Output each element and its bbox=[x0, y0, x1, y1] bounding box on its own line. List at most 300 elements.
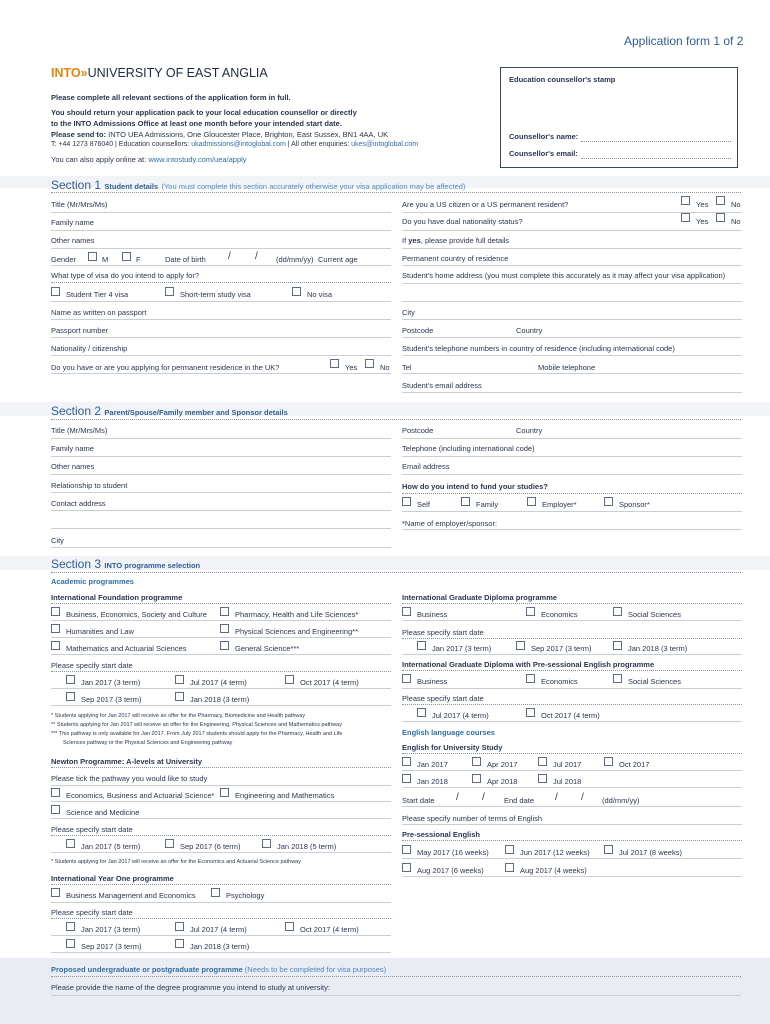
if-yes-pre: If bbox=[402, 236, 407, 245]
s1-dual-nat-question: Do you have dual nationality status? bbox=[402, 217, 523, 226]
s1-passport-number-field[interactable] bbox=[51, 337, 391, 338]
eus-start-date-label: Start date bbox=[402, 796, 435, 805]
us-citizen-yes-label: Yes bbox=[696, 200, 709, 209]
fund-self-label: Self bbox=[417, 500, 430, 509]
igd-option-label: Social Sciences bbox=[628, 610, 681, 619]
fund-self-checkbox[interactable] bbox=[402, 497, 411, 506]
fund-family-label: Family bbox=[476, 500, 499, 509]
newton-tick-rule bbox=[51, 785, 391, 786]
ifp-rule bbox=[51, 603, 391, 604]
pse-option-label: Aug 2017 (4 weeks) bbox=[520, 866, 587, 875]
iyo-date-label: Jul 2017 (4 term) bbox=[190, 925, 247, 934]
ifp-footnote: * Students applying for Jan 2017 will receive an offer for the Pharmacy, Biomedicine and Health pathway bbox=[51, 713, 306, 719]
ifp-date-rule bbox=[51, 688, 391, 689]
eus-date-label: Apr 2018 bbox=[487, 777, 518, 786]
s1-country-label: Country bbox=[516, 326, 543, 335]
s1-phone-numbers-label: Student's telephone numbers in country of residence (including international code) bbox=[402, 344, 675, 353]
section-1-rule bbox=[51, 192, 741, 193]
s2-other-names-field[interactable] bbox=[51, 474, 391, 475]
igdp-option-label: Economics bbox=[541, 677, 578, 686]
iyo-option-checkbox[interactable] bbox=[51, 888, 60, 897]
s2-fund-options-rule bbox=[402, 511, 742, 512]
igdp-option-label: Social Sciences bbox=[628, 677, 681, 686]
ifp-date-label: Sep 2017 (3 term) bbox=[81, 695, 142, 704]
section-1-heading bbox=[51, 178, 465, 192]
igd-date-label: Sep 2017 (3 term) bbox=[531, 644, 592, 653]
dual-nat-no-checkbox[interactable] bbox=[716, 213, 725, 222]
send-to-address: INTO UEA Admissions, One Gloucester Place, Brighton, East Sussex, BN1 4AA, UK bbox=[108, 130, 389, 139]
iyo-date-label: Jan 2017 (3 term) bbox=[81, 925, 141, 934]
iyo-date-checkbox[interactable] bbox=[285, 922, 294, 931]
igdp-option-label: Business bbox=[417, 677, 448, 686]
newton-date-label: Jan 2017 (5 term) bbox=[81, 842, 141, 851]
us-citizen-no-label: No bbox=[731, 200, 741, 209]
ifp-row-rule bbox=[51, 654, 391, 655]
eus-date-checkbox[interactable] bbox=[538, 774, 547, 783]
s1-visa-rule bbox=[51, 282, 391, 283]
s2-relationship-label: Relationship to student bbox=[51, 481, 128, 490]
s1-if-yes-line bbox=[402, 236, 509, 245]
pse-option-label: Aug 2017 (6 weeks) bbox=[417, 866, 484, 875]
ifp-date-label: Oct 2017 (4 term) bbox=[300, 678, 359, 687]
s1-home-address-field-1[interactable] bbox=[402, 283, 742, 284]
igd-option-rule bbox=[402, 620, 742, 621]
s2-family-name-field[interactable] bbox=[51, 456, 391, 457]
igd-date-checkbox[interactable] bbox=[417, 641, 426, 650]
s1-dual-nat-rule bbox=[402, 230, 742, 231]
s2-postcode-country-field[interactable] bbox=[402, 438, 742, 439]
fund-employer-checkbox[interactable] bbox=[527, 497, 536, 506]
newton-option-rule bbox=[51, 801, 391, 802]
ifp-date-label: Jan 2018 (3 term) bbox=[190, 695, 250, 704]
ifp-date-checkbox[interactable] bbox=[66, 692, 75, 701]
visa-tier4-label: Student Tier 4 visa bbox=[66, 290, 129, 299]
counsellor-stamp-box bbox=[500, 67, 738, 168]
eus-start-slash-1: / bbox=[456, 792, 459, 803]
contact-line bbox=[51, 141, 418, 148]
pse-option-rule bbox=[402, 858, 742, 859]
newton-option-label: Engineering and Mathematics bbox=[235, 791, 335, 800]
section-2-heading bbox=[51, 404, 288, 418]
s1-home-address-field-2[interactable] bbox=[402, 301, 742, 302]
newton-date-checkbox[interactable] bbox=[66, 839, 75, 848]
igd-option-label: Business bbox=[417, 610, 448, 619]
dob-format-label: (dd/mm/yy) bbox=[276, 255, 314, 264]
s1-postcode-country-field[interactable] bbox=[402, 337, 742, 338]
s2-email-field[interactable] bbox=[402, 474, 742, 475]
dob-slash-1: / bbox=[228, 251, 231, 262]
ifp-row-rule bbox=[51, 637, 391, 638]
ifp-option-checkbox[interactable] bbox=[220, 641, 229, 650]
section-3-heading bbox=[51, 557, 200, 571]
s1-family-name-label: Family name bbox=[51, 218, 94, 227]
visa-tier4-checkbox[interactable] bbox=[51, 287, 60, 296]
s1-visa-question: What type of visa do you intend to apply for? bbox=[51, 271, 200, 280]
ifp-footnote: ** Students applying for Jan 2017 will receive an offer for the Engineering, Physical Sciences and Mathematics pathway bbox=[51, 722, 342, 728]
s1-gender-dob-field[interactable] bbox=[51, 265, 391, 266]
into-uea-logo bbox=[51, 66, 268, 80]
s1-perm-res-rule bbox=[51, 373, 391, 374]
logo-into-text: INTO bbox=[51, 66, 81, 80]
s1-postcode-label: Postcode bbox=[402, 326, 434, 335]
newton-option-checkbox[interactable] bbox=[220, 788, 229, 797]
s2-country-label: Country bbox=[516, 426, 543, 435]
counsellor-email-link[interactable]: ukadmissions@intoglobal.com bbox=[191, 141, 286, 148]
section-3-number: Section 3 bbox=[51, 557, 102, 571]
newton-start-date-rule bbox=[51, 835, 391, 836]
dual-nat-yes-label: Yes bbox=[696, 217, 709, 226]
igd-rule bbox=[402, 603, 742, 604]
igd-date-checkbox[interactable] bbox=[613, 641, 622, 650]
newton-option-label: Economics, Business and Actuarial Science* bbox=[66, 791, 215, 800]
pse-title: Pre-sessional English bbox=[402, 830, 480, 839]
s1-other-names-label: Other names bbox=[51, 236, 95, 245]
igd-date-rule bbox=[402, 654, 742, 655]
ifp-start-date-rule bbox=[51, 671, 391, 672]
ifp-option-checkbox[interactable] bbox=[220, 624, 229, 633]
iyo-option-rule bbox=[51, 902, 391, 903]
visa-none-checkbox[interactable] bbox=[292, 287, 301, 296]
return-instruction-1: You should return your application pack to your local education counsellor or directly bbox=[51, 108, 357, 117]
proposed-programme-note: (Needs to be completed for visa purposes) bbox=[244, 965, 387, 974]
dual-nat-no-label: No bbox=[731, 217, 741, 226]
stamp-title: Education counsellor's stamp bbox=[509, 75, 616, 84]
section-3-title: INTO programme selection bbox=[104, 561, 201, 570]
section-3-rule bbox=[51, 572, 741, 573]
return-instruction-2: to the INTO Admissions Office at least one month before your intended start date. bbox=[51, 119, 342, 128]
proposed-programme-heading bbox=[51, 965, 386, 974]
iyo-date-checkbox[interactable] bbox=[175, 922, 184, 931]
ifp-date-label: Jul 2017 (4 term) bbox=[190, 678, 247, 687]
iyo-date-label: Oct 2017 (4 term) bbox=[300, 925, 359, 934]
igdp-date-checkbox[interactable] bbox=[526, 708, 535, 717]
us-citizen-yes-checkbox[interactable] bbox=[681, 196, 690, 205]
contact-mid: | All other enquiries: bbox=[287, 141, 350, 148]
igdp-date-rule bbox=[402, 721, 742, 722]
igdp-date-checkbox[interactable] bbox=[417, 708, 426, 717]
igd-option-checkbox[interactable] bbox=[402, 607, 411, 616]
ifp-footnote: Sciences pathway or the Physical Sciences and Engineering pathway bbox=[63, 740, 233, 746]
perm-res-no-checkbox[interactable] bbox=[365, 359, 374, 368]
igdp-option-rule bbox=[402, 688, 742, 689]
apply-online-line bbox=[51, 155, 247, 164]
s1-nationality-field[interactable] bbox=[51, 355, 391, 356]
igdp-start-date-label: Please specify start date bbox=[402, 694, 484, 703]
s1-dob-label: Date of birth bbox=[165, 255, 206, 264]
academic-programmes-heading: Academic programmes bbox=[51, 577, 134, 586]
eus-date-checkbox[interactable] bbox=[472, 757, 481, 766]
send-to-label: Please send to: bbox=[51, 130, 107, 139]
s2-telephone-label: Telephone (including international code) bbox=[402, 444, 535, 453]
newton-date-label: Sep 2017 (6 term) bbox=[180, 842, 241, 851]
igd-date-checkbox[interactable] bbox=[516, 641, 525, 650]
igd-option-checkbox[interactable] bbox=[526, 607, 535, 616]
eus-terms-label: Please specify number of terms of English bbox=[402, 814, 543, 823]
perm-res-yes-checkbox[interactable] bbox=[330, 359, 339, 368]
fund-sponsor-label: Sponsor* bbox=[619, 500, 650, 509]
s2-fund-rule bbox=[402, 493, 742, 494]
igd-date-label: Jan 2017 (3 term) bbox=[432, 644, 492, 653]
pse-option-checkbox[interactable] bbox=[505, 863, 514, 872]
ifp-date-rule bbox=[51, 705, 391, 706]
eus-dates-field[interactable] bbox=[402, 806, 742, 807]
current-age-label: Current age bbox=[318, 255, 358, 264]
s2-contact-address-field-2[interactable] bbox=[51, 528, 391, 529]
s1-passport-number-label: Passport number bbox=[51, 326, 109, 335]
counsellor-email-label: Counsellor's email: bbox=[509, 149, 578, 158]
ifp-option-label: General Science*** bbox=[235, 644, 300, 653]
igdp-date-label: Jul 2017 (4 term) bbox=[432, 711, 489, 720]
eus-date-label: Jul 2018 bbox=[553, 777, 582, 786]
apply-online-link[interactable]: www.intostudy.com/uea/apply bbox=[148, 155, 247, 164]
section-1-number: Section 1 bbox=[51, 178, 102, 192]
iyo-date-rule bbox=[51, 952, 391, 953]
s1-home-address-label: Student's home address (you must complete this accurately as it may affect your visa application) bbox=[402, 271, 726, 280]
degree-programme-field[interactable] bbox=[51, 995, 741, 996]
section-2-rule bbox=[51, 419, 741, 420]
s2-employer-name-field[interactable] bbox=[402, 529, 742, 530]
igd-option-label: Economics bbox=[541, 610, 578, 619]
newton-title: Newton Programme: A-levels at University bbox=[51, 757, 203, 766]
s1-us-citizen-rule bbox=[402, 212, 742, 213]
newton-date-label: Jan 2018 (5 term) bbox=[277, 842, 337, 851]
ifp-option-checkbox[interactable] bbox=[51, 607, 60, 616]
newton-option-checkbox[interactable] bbox=[51, 805, 60, 814]
us-citizen-no-checkbox[interactable] bbox=[716, 196, 725, 205]
s1-nationality-label: Nationality / citizenship bbox=[51, 344, 128, 353]
eus-date-checkbox[interactable] bbox=[604, 757, 613, 766]
ifp-option-label: Pharmacy, Health and Life Sciences* bbox=[235, 610, 359, 619]
eus-date-checkbox[interactable] bbox=[538, 757, 547, 766]
iyo-date-label: Sep 2017 (3 term) bbox=[81, 942, 142, 951]
newton-option-label: Science and Medicine bbox=[66, 808, 140, 817]
eus-date-label: Apr 2017 bbox=[487, 760, 518, 769]
s2-telephone-field[interactable] bbox=[402, 456, 742, 457]
igd-option-checkbox[interactable] bbox=[613, 607, 622, 616]
iyo-date-checkbox[interactable] bbox=[66, 939, 75, 948]
igdp-rule bbox=[402, 670, 742, 671]
ifp-date-checkbox[interactable] bbox=[175, 675, 184, 684]
pse-option-checkbox[interactable] bbox=[505, 845, 514, 854]
ifp-date-label: Jan 2017 (3 term) bbox=[81, 678, 141, 687]
s1-passport-name-field[interactable] bbox=[51, 319, 391, 320]
eus-end-date-label: End date bbox=[504, 796, 535, 805]
iyo-date-checkbox[interactable] bbox=[175, 939, 184, 948]
logo-chevron-icon: » bbox=[80, 66, 88, 80]
logo-university-text: UNIVERSITY OF EAST ANGLIA bbox=[87, 66, 268, 80]
pse-option-label: May 2017 (16 weeks) bbox=[417, 848, 489, 857]
s1-title-label: Title (Mr/Mrs/Ms) bbox=[51, 200, 108, 209]
iyo-option-label: Psychology bbox=[226, 891, 265, 900]
ifp-title: International Foundation programme bbox=[51, 593, 183, 602]
ifp-date-checkbox[interactable] bbox=[175, 692, 184, 701]
visa-none-label: No visa bbox=[307, 290, 333, 299]
pse-option-label: Jun 2017 (12 weeks) bbox=[520, 848, 590, 857]
if-yes-bold: yes bbox=[408, 236, 421, 245]
igd-start-date-label: Please specify start date bbox=[402, 628, 484, 637]
newton-option-rule bbox=[51, 818, 391, 819]
gender-f-checkbox[interactable] bbox=[122, 252, 131, 261]
page-title: Application form 1 of 2 bbox=[624, 34, 744, 48]
s1-perm-res-question: Do you have or are you applying for permanent residence in the UK? bbox=[51, 363, 280, 372]
eus-end-slash-1: / bbox=[555, 792, 558, 803]
pse-rule bbox=[402, 840, 742, 841]
igdp-option-checkbox[interactable] bbox=[402, 674, 411, 683]
dual-nat-yes-checkbox[interactable] bbox=[681, 213, 690, 222]
s2-title-field[interactable] bbox=[51, 438, 391, 439]
eus-date-rule bbox=[402, 787, 742, 788]
s1-tel-field[interactable] bbox=[402, 373, 742, 374]
degree-programme-question: Please provide the name of the degree programme you intend to study at university: bbox=[51, 983, 330, 992]
iyo-rule bbox=[51, 884, 391, 885]
s1-gender-label: Gender bbox=[51, 255, 77, 264]
eus-date-format: (dd/mm/yy) bbox=[602, 796, 640, 805]
eus-date-label: Jul 2017 bbox=[553, 760, 582, 769]
iyo-option-label: Business Management and Economics bbox=[66, 891, 196, 900]
s1-perm-country-field[interactable] bbox=[402, 265, 742, 266]
ifp-option-label: Physical Sciences and Engineering** bbox=[235, 627, 358, 636]
section-1-note: (You must complete this section accurately otherwise your visa application may be affected) bbox=[161, 182, 466, 191]
s2-family-name-label: Family name bbox=[51, 444, 94, 453]
contact-prefix: T: +44 1273 876040 | Education counsellors: bbox=[51, 141, 190, 148]
iyo-start-date-rule bbox=[51, 918, 391, 919]
ifp-option-checkbox[interactable] bbox=[51, 641, 60, 650]
perm-res-no-label: No bbox=[380, 363, 390, 372]
enquiries-email-link[interactable]: ukes@intoglobal.com bbox=[351, 141, 419, 148]
s2-email-label: Email address bbox=[402, 462, 450, 471]
s1-email-label: Student's email address bbox=[402, 381, 482, 390]
eus-end-slash-2: / bbox=[581, 792, 584, 803]
igdp-date-label: Oct 2017 (4 term) bbox=[541, 711, 600, 720]
s2-employer-name-label: *Name of employer/sponsor: bbox=[402, 519, 498, 528]
visa-short-term-checkbox[interactable] bbox=[165, 287, 174, 296]
igd-start-date-rule bbox=[402, 638, 742, 639]
iyo-date-rule bbox=[51, 935, 391, 936]
s2-relationship-field[interactable] bbox=[51, 492, 391, 493]
newton-tick-label: Please tick the pathway you would like to study bbox=[51, 774, 208, 783]
eus-date-label: Oct 2017 bbox=[619, 760, 650, 769]
eus-date-checkbox[interactable] bbox=[402, 774, 411, 783]
s2-city-field[interactable] bbox=[51, 547, 391, 548]
send-to-line bbox=[51, 130, 388, 139]
proposed-programme-rule bbox=[51, 976, 741, 977]
eus-date-label: Jan 2018 bbox=[417, 777, 448, 786]
s2-contact-address-label: Contact address bbox=[51, 499, 106, 508]
counsellor-name-field[interactable] bbox=[581, 141, 731, 142]
pse-option-rule bbox=[402, 876, 742, 877]
newton-date-checkbox[interactable] bbox=[262, 839, 271, 848]
ifp-row-rule bbox=[51, 620, 391, 621]
fund-sponsor-checkbox[interactable] bbox=[604, 497, 613, 506]
s2-city-label: City bbox=[51, 536, 64, 545]
iyo-option-checkbox[interactable] bbox=[211, 888, 220, 897]
s1-if-yes-field[interactable] bbox=[402, 248, 742, 249]
igdp-option-checkbox[interactable] bbox=[613, 674, 622, 683]
ifp-option-label: Mathematics and Actuarial Sciences bbox=[66, 644, 187, 653]
newton-footnote: * Students applying for Jan 2017 will receive an offer for the Economics and Actuarial Science pathway bbox=[51, 859, 301, 865]
s2-fund-question: How do you intend to fund your studies? bbox=[402, 482, 548, 491]
pse-option-checkbox[interactable] bbox=[402, 863, 411, 872]
eus-start-slash-2: / bbox=[482, 792, 485, 803]
ifp-start-date-label: Please specify start date bbox=[51, 661, 133, 670]
eus-title: English for University Study bbox=[402, 743, 503, 752]
s1-city-label: City bbox=[402, 308, 415, 317]
newton-date-checkbox[interactable] bbox=[165, 839, 174, 848]
visa-short-term-label: Short-term study visa bbox=[180, 290, 251, 299]
intro-instruction: Please complete all relevant sections of the application form in full. bbox=[51, 93, 291, 102]
iyo-date-checkbox[interactable] bbox=[66, 922, 75, 931]
igdp-option-checkbox[interactable] bbox=[526, 674, 535, 683]
igd-title: International Graduate Diploma programme bbox=[402, 593, 558, 602]
section-2-title: Parent/Spouse/Family member and Sponsor details bbox=[104, 408, 288, 417]
s1-city-field[interactable] bbox=[402, 319, 742, 320]
newton-date-rule bbox=[51, 852, 391, 853]
if-yes-post: , please provide full details bbox=[420, 236, 510, 245]
section-2-number: Section 2 bbox=[51, 404, 102, 418]
pse-option-checkbox[interactable] bbox=[604, 845, 613, 854]
ifp-date-checkbox[interactable] bbox=[285, 675, 294, 684]
s1-us-citizen-question: Are you a US citizen or a US permanent resident? bbox=[402, 200, 569, 209]
newton-option-checkbox[interactable] bbox=[51, 788, 60, 797]
fund-employer-label: Employer* bbox=[542, 500, 577, 509]
newton-start-date-label: Please specify start date bbox=[51, 825, 133, 834]
gender-f-label: F bbox=[136, 255, 141, 264]
s1-other-names-field[interactable] bbox=[51, 248, 391, 249]
igdp-title: International Graduate Diploma with Pre-sessional English programme bbox=[402, 660, 655, 669]
iyo-start-date-label: Please specify start date bbox=[51, 908, 133, 917]
pse-option-checkbox[interactable] bbox=[402, 845, 411, 854]
counsellor-name-label: Counsellor's name: bbox=[509, 132, 579, 141]
ifp-date-checkbox[interactable] bbox=[66, 675, 75, 684]
perm-res-yes-label: Yes bbox=[345, 363, 358, 372]
iyo-title: International Year One programme bbox=[51, 874, 174, 883]
english-courses-heading: English language courses bbox=[402, 728, 495, 737]
fund-family-checkbox[interactable] bbox=[461, 497, 470, 506]
eus-date-checkbox[interactable] bbox=[402, 757, 411, 766]
ifp-option-checkbox[interactable] bbox=[51, 624, 60, 633]
ifp-option-checkbox[interactable] bbox=[220, 607, 229, 616]
s1-passport-name-label: Name as written on passport bbox=[51, 308, 147, 317]
eus-date-rule bbox=[402, 770, 742, 771]
iyo-date-label: Jan 2018 (3 term) bbox=[190, 942, 250, 951]
pse-option-label: Jul 2017 (8 weeks) bbox=[619, 848, 682, 857]
s1-family-name-field[interactable] bbox=[51, 230, 391, 231]
ifp-footnote: *** This pathway is only available for Jan 2017. From July 2017 students should apply for the Pharmacy, Health and Life bbox=[51, 731, 343, 737]
newton-rule bbox=[51, 767, 391, 768]
igdp-start-date-rule bbox=[402, 704, 742, 705]
s1-tel-label: Tel bbox=[402, 363, 412, 372]
eus-terms-field[interactable] bbox=[402, 824, 742, 825]
s2-contact-address-field-1[interactable] bbox=[51, 510, 391, 511]
counsellor-email-field[interactable] bbox=[581, 158, 731, 159]
ifp-option-label: Humanities and Law bbox=[66, 627, 134, 636]
s1-email-field[interactable] bbox=[402, 392, 742, 393]
proposed-programme-title: Proposed undergraduate or postgraduate programme bbox=[51, 965, 243, 974]
section-1-title: Student details bbox=[104, 182, 159, 191]
s1-phone-numbers-rule bbox=[402, 355, 742, 356]
s2-other-names-label: Other names bbox=[51, 462, 95, 471]
apply-prefix: You can also apply online at: bbox=[51, 155, 147, 164]
gender-m-label: M bbox=[102, 255, 109, 264]
gender-m-checkbox[interactable] bbox=[88, 252, 97, 261]
eus-date-checkbox[interactable] bbox=[472, 774, 481, 783]
s1-title-field[interactable] bbox=[51, 212, 391, 213]
eus-date-label: Jan 2017 bbox=[417, 760, 448, 769]
s2-postcode-label: Postcode bbox=[402, 426, 434, 435]
igd-date-label: Jan 2018 (3 term) bbox=[628, 644, 688, 653]
dob-slash-2: / bbox=[255, 251, 258, 262]
ifp-option-label: Business, Economics, Society and Culture bbox=[66, 610, 207, 619]
